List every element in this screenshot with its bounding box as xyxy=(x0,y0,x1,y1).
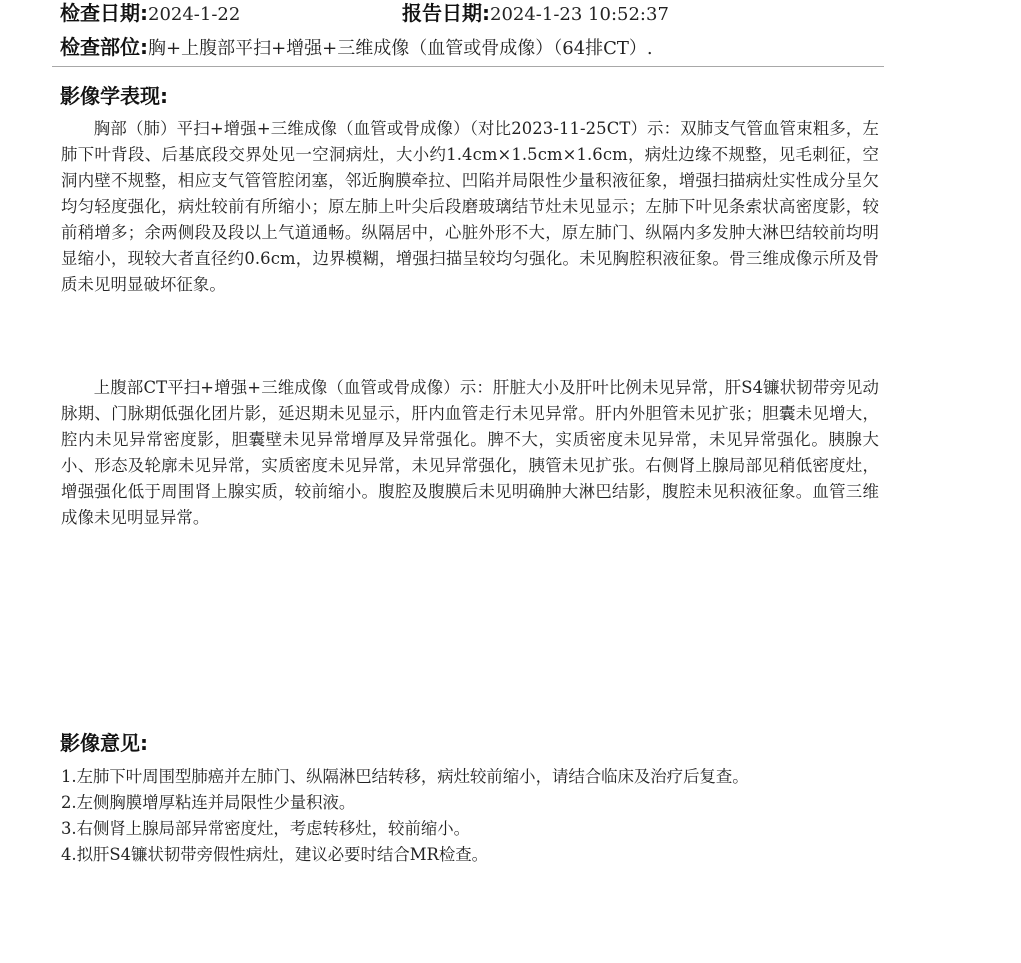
findings-chest-paragraph: 胸部（肺）平扫+增强+三维成像（血管或骨成像）（对比2023-11-25CT）示：双肺支气管血管束粗多，左肺下叶背段、后基底段交界处见一空洞病灶，大小约1.4cm×1.5cm×1.6cm，病灶边缘不规整，见毛刺征，空洞内壁不规整，相应支气管管腔闭塞，邻近胸膜牵拉、凹陷并局限性少量积液征象，增强扫描病灶实性成分呈欠均匀轻度强化，病灶较前有所缩小；原左肺上叶尖后段磨玻璃结节灶未见显示；左肺下叶见条索状高密度影，较前稍增多；余两侧段及段以上气道通畅。纵隔居中，心脏外形不大，原左肺门、纵隔内多发肿大淋巴结较前均明显缩小，现较大者直径约0.6cm，边界模糊，增强扫描呈较均匀强化。未见胸腔积液征象。骨三维成像示所及骨质未见明显破坏征象。 xyxy=(61,119,879,294)
exam-site-row xyxy=(60,34,653,62)
exam-date-label: 检查日期: xyxy=(60,1,148,25)
impression-item: 2.左侧胸膜增厚粘连并局限性少量积液。 xyxy=(61,793,356,812)
impression-item: 4.拟肝S4镰状韧带旁假性病灶，建议必要时结合MR检查。 xyxy=(61,845,489,864)
report-date-value: 2024-1-23 10:52:37 xyxy=(490,4,669,25)
impression-item: 1.左肺下叶周围型肺癌并左肺门、纵隔淋巴结转移，病灶较前缩小，请结合临床及治疗后复查。 xyxy=(61,767,749,786)
impression-item: 3.右侧肾上腺局部异常密度灶，考虑转移灶，较前缩小。 xyxy=(61,819,471,838)
exam-site-value: 胸+上腹部平扫+增强+三维成像（血管或骨成像）（64排CT）. xyxy=(148,38,653,59)
exam-date-value: 2024-1-22 xyxy=(148,4,241,25)
findings-title: 影像学表现: xyxy=(60,84,168,108)
findings-abdomen-paragraph: 上腹部CT平扫+增强+三维成像（血管或骨成像）示：肝脏大小及肝叶比例未见异常，肝S4镰状韧带旁见动脉期、门脉期低强化团片影，延迟期未见显示，肝内血管走行未见异常。肝内外胆管未见扩张；胆囊未见增大，腔内未见异常密度影，胆囊壁未见异常增厚及异常强化。脾不大，实质密度未见异常，未见异常强化。胰腺大小、形态及轮廓未见异常，实质密度未见异常，未见异常强化，胰管未见扩张。右侧肾上腺局部见稍低密度灶，增强强化低于周围肾上腺实质，较前缩小。腹腔及腹膜后未见明确肿大淋巴结影，腹腔未见积液征象。血管三维成像未见明显异常。 xyxy=(61,378,879,527)
header-divider xyxy=(52,66,884,67)
impression-list xyxy=(61,764,873,868)
exam-site-label: 检查部位: xyxy=(60,35,148,59)
report-date-label: 报告日期: xyxy=(402,1,490,25)
exam-date-row xyxy=(60,0,669,28)
impression-title: 影像意见: xyxy=(60,731,148,755)
report-date-group xyxy=(402,0,669,28)
